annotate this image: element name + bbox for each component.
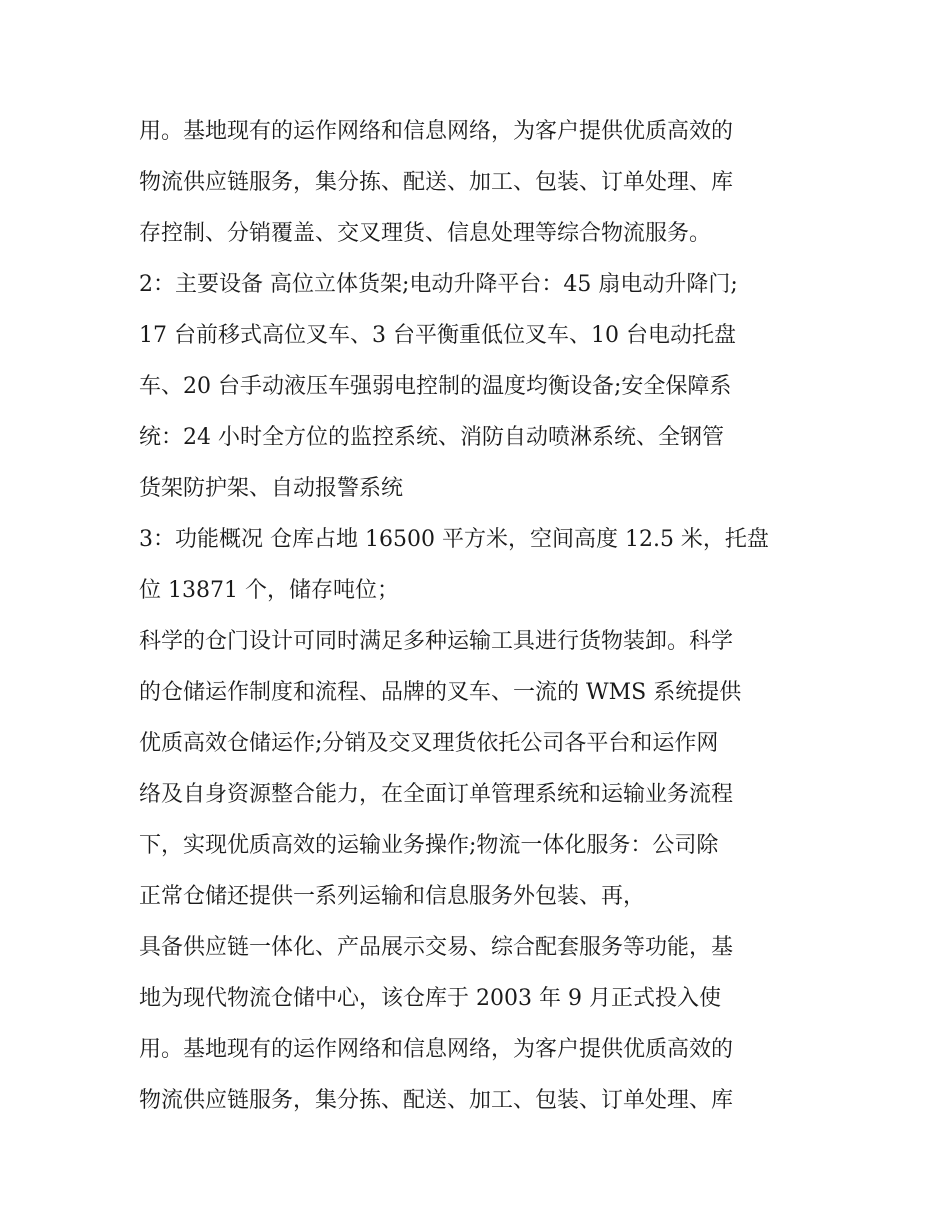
text-line: 17 台前移式高位叉车、3 台平衡重低位叉车、10 台电动托盘 <box>139 323 736 348</box>
text-line: 优质高效仓储运作;分销及交叉理货依托公司各平台和运作网 <box>139 731 719 756</box>
text-line: 正常仓储还提供一系列运输和信息服务外包装、再， <box>139 884 646 909</box>
text-line: 位 13871 个，储存吨位； <box>139 578 399 603</box>
text-line: 具备供应链一体化、产品展示交易、综合配套服务等功能，基 <box>139 935 734 960</box>
body-text <box>139 106 839 1126</box>
text-line: 用。基地现有的运作网络和信息网络，为客户提供优质高效的 <box>139 1037 734 1062</box>
text-line: 2：主要设备 高位立体货架;电动升降平台：45 扇电动升降门; <box>139 272 738 297</box>
text-line: 车、20 台手动液压车强弱电控制的温度均衡设备;安全保障系 <box>139 374 732 399</box>
text-line: 地为现代物流仓储中心，该仓库于 2003 年 9 月正式投入使 <box>139 986 721 1011</box>
text-line: 物流供应链服务，集分拣、配送、加工、包装、订单处理、库 <box>139 170 734 195</box>
text-line: 科学的仓门设计可同时满足多种运输工具进行货物装卸。科学 <box>139 629 734 654</box>
text-line: 下，实现优质高效的运输业务操作;物流一体化服务：公司除 <box>139 833 719 858</box>
text-line: 用。基地现有的运作网络和信息网络，为客户提供优质高效的 <box>139 119 734 144</box>
text-line: 货架防护架、自动报警系统 <box>139 476 404 501</box>
text-line: 统：24 小时全方位的监控系统、消防自动喷淋系统、全钢管 <box>139 425 724 450</box>
text-line: 络及自身资源整合能力，在全面订单管理系统和运输业务流程 <box>139 782 734 807</box>
text-line: 的仓储运作制度和流程、品牌的叉车、一流的 WMS 系统提供 <box>139 680 742 705</box>
text-line: 物流供应链服务，集分拣、配送、加工、包装、订单处理、库 <box>139 1088 734 1113</box>
text-line: 存控制、分销覆盖、交叉理货、信息处理等综合物流服务。 <box>139 221 712 246</box>
text-line: 3：功能概况 仓库占地 16500 平方米，空间高度 12.5 米，托盘 <box>139 527 769 552</box>
